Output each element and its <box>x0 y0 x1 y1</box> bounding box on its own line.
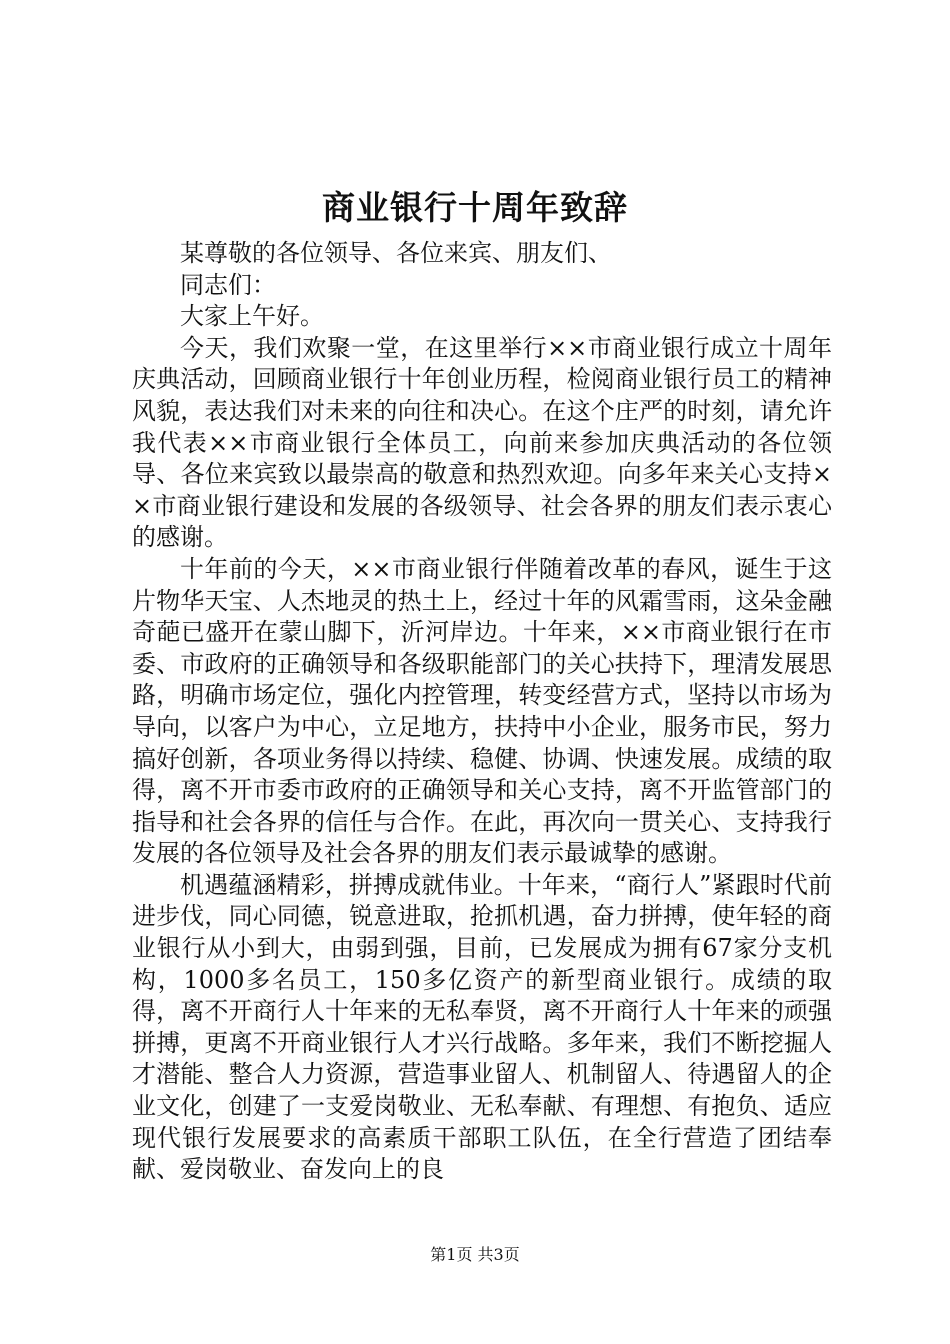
body-paragraph: 十年前的今天，××市商业银行伴随着改革的春风，诞生于这片物华天宝、人杰地灵的热土上，经过十年的风霜雪雨，这朵金融奇葩已盛开在蒙山脚下，沂河岸边。十年来，××市商业银行在市委、市政府的正确领导和各级职能部门的关心扶持下，理清发展思路，明确市场定位，强化内控管理，转变经营方式，坚持以市场为导向，以客户为中心，立足地方，扶持中小企业，服务市民，努力搞好创新，各项业务得以持续、稳健、协调、快速发展。成绩的取得，离不开市委市政府的正确领导和关心支持，离不开监管部门的指导和社会各界的信任与合作。在此，再次向一贯关心、支持我行发展的各位领导及社会各界的朋友们表示最诚挚的感谢。 <box>132 554 832 868</box>
body-paragraph: 今天，我们欢聚一堂，在这里举行××市商业银行成立十周年庆典活动，回顾商业银行十年创业历程，检阅商业银行员工的精神风貌，表达我们对未来的向往和决心。在这个庄严的时刻，请允许我代表××市商业银行全体员工，向前来参加庆典活动的各位领导、各位来宾致以最崇高的敬意和热烈欢迎。向多年来关心支持××市商业银行建设和发展的各级领导、社会各界的朋友们表示衷心的感谢。 <box>132 333 832 552</box>
greeting-line: 大家上午好。 <box>180 302 324 331</box>
body-paragraph: 机遇蕴涵精彩，拼搏成就伟业。十年来，“商行人”紧跟时代前进步伐，同心同德，锐意进取，抢抓机遇，奋力拼搏，使年轻的商业银行从小到大，由弱到强，目前，已发展成为拥有67家分支机构，1000多名员工，150多亿资产的新型商业银行。成绩的取得，离不开商行人十年来的无私奉贤，离不开商行人十年来的顽强拼搏，更离不开商业银行人才兴行战略。多年来，我们不断挖掘人才潜能、整合人力资源，营造事业留人、机制留人、待遇留人的企业文化，创建了一支爱岗敬业、无私奉献、有理想、有抱负、适应现代银行发展要求的高素质干部职工队伍，在全行营造了团结奉献、爱岗敬业、奋发向上的良 <box>132 870 832 1184</box>
page-footer: 第1页 共3页 <box>430 1245 520 1264</box>
document-title: 商业银行十周年致辞 <box>322 188 628 227</box>
document-body <box>132 238 832 1186</box>
salutation-line-1: 某尊敬的各位领导、各位来宾、朋友们、 <box>180 239 612 267</box>
salutation-line-2: 同志们： <box>180 270 276 299</box>
